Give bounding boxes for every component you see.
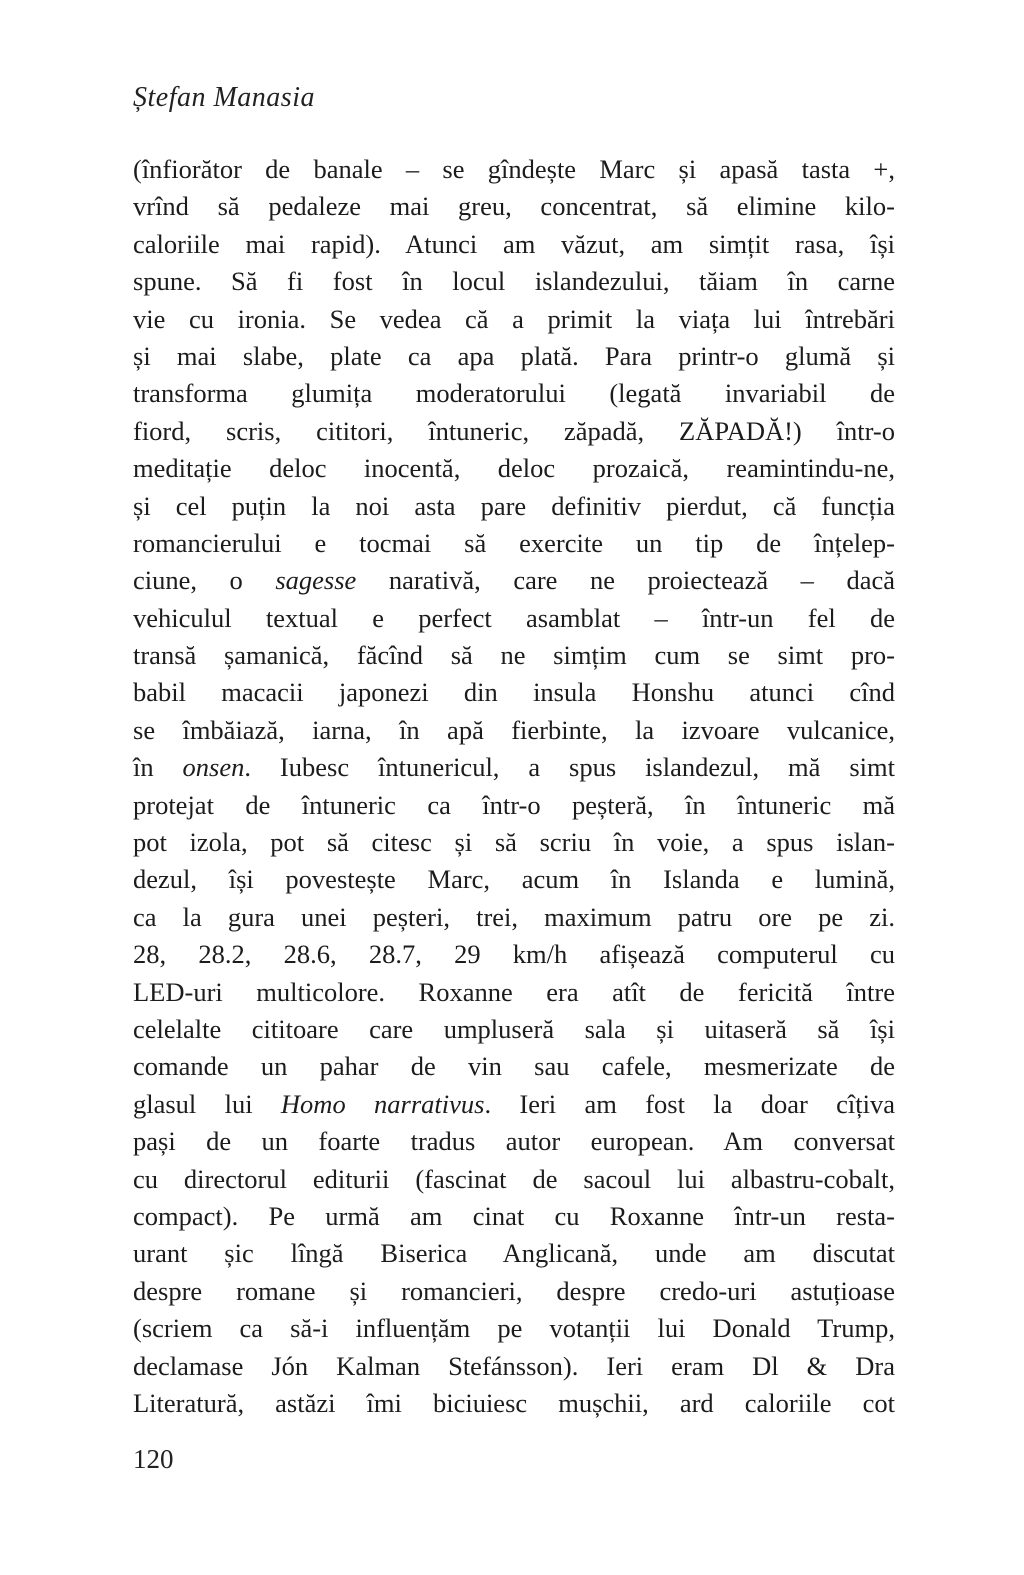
text-segment: 28, 28.2, 28.6, 28.7, 29 km/h afișează computerul cu — [133, 939, 895, 970]
text-segment: (înfiorător de banale – se gîndește Marc și apasă tasta +, — [133, 154, 895, 184]
text-line — [133, 226, 895, 263]
text-line — [133, 413, 895, 450]
text-line — [133, 1235, 895, 1272]
text-segment: urant șic lîngă Biserica Anglicană, unde am discutat — [133, 1238, 895, 1269]
text-segment: romancierului e tocmai să exercite un tip de înțelep- — [133, 527, 895, 558]
text-line — [133, 488, 895, 525]
text-segment: . Iubesc întunericul, a spus islandezul, mă simt — [244, 752, 895, 783]
text-line — [133, 562, 895, 599]
text-line — [133, 151, 895, 188]
italic-term: sagesse — [275, 565, 357, 596]
text-segment: compact). Pe urmă am cinat cu Roxanne într-un resta- — [133, 1200, 895, 1231]
text-segment: pași de un foarte tradus autor european. Am conversat — [133, 1126, 895, 1157]
text-segment: comande un pahar de vin sau cafele, mesmerizate de — [133, 1051, 895, 1082]
text-line — [133, 637, 895, 674]
text-segment: protejat de întuneric ca într-o peșteră, în întuneric mă — [133, 789, 895, 820]
text-line — [133, 188, 895, 225]
text-line — [133, 1011, 895, 1048]
text-segment: se îmbăiază, iarna, în apă fierbinte, la izvoare vulcanice, — [133, 714, 895, 745]
text-segment: ciune, o — [133, 565, 276, 596]
text-segment: declamase Jón Kalman Stefánsson). Ieri eram Dl & Dra — [133, 1350, 895, 1381]
text-line — [133, 1123, 895, 1160]
text-line — [133, 525, 895, 562]
text-line — [133, 824, 895, 861]
text-line — [133, 600, 895, 637]
text-segment: vie cu ironia. Se vedea că a primit la viața lui întrebări — [133, 303, 895, 334]
text-line — [133, 787, 895, 824]
text-line — [133, 450, 895, 487]
italic-term: onsen — [182, 752, 245, 783]
text-line — [133, 1161, 895, 1198]
text-segment: transă șamanică, făcînd să ne simțim cum se simt pro- — [133, 640, 895, 671]
text-segment: dezul, își povestește Marc, acum în Islanda e lumină, — [133, 864, 895, 895]
text-line — [133, 338, 895, 375]
text-line — [133, 899, 895, 936]
text-line — [133, 375, 895, 412]
text-segment: meditație deloc inocentă, deloc prozaică, reamintindu-ne, — [133, 453, 895, 484]
text-line — [133, 1198, 895, 1235]
text-segment: glasul lui — [133, 1088, 281, 1119]
text-segment: . Ieri am fost la doar cîțiva — [484, 1088, 895, 1119]
text-segment: și mai slabe, plate ca apa plată. Para printr-o glumă și — [133, 340, 895, 371]
text-segment: Literatură, astăzi îmi biciuiesc mușchii, ard caloriile cot — [133, 1387, 895, 1418]
text-segment: (scriem ca să-i influențăm pe votanții lui Donald Trump, — [133, 1313, 895, 1344]
text-line — [133, 1086, 895, 1123]
text-line — [133, 712, 895, 749]
text-line — [133, 936, 895, 973]
text-segment: babil macacii japonezi din insula Honshu atunci cînd — [133, 677, 895, 708]
text-line — [133, 301, 895, 338]
text-segment: cu directorul editurii (fascinat de sacoul lui albastru-cobalt, — [133, 1163, 895, 1194]
body-text — [133, 151, 895, 1422]
text-segment: în — [133, 752, 183, 783]
text-segment: și cel puțin la noi asta pare definitiv pierdut, că funcția — [133, 490, 895, 521]
text-segment: pot izola, pot să citesc și să scriu în voie, a spus islan- — [133, 827, 895, 858]
text-line — [133, 1310, 895, 1347]
text-segment: vehiculul textual e perfect asamblat – într-un fel de — [133, 602, 895, 633]
text-line — [133, 1385, 895, 1422]
text-segment: LED-uri multicolore. Roxanne era atît de fericită între — [133, 976, 895, 1007]
text-line — [133, 749, 895, 786]
text-segment: ca la gura unei peșteri, trei, maximum patru ore pe zi. — [133, 901, 895, 932]
text-line — [133, 1273, 895, 1310]
text-segment: despre romane și romancieri, despre credo-uri astuțioase — [133, 1275, 895, 1306]
text-line — [133, 974, 895, 1011]
text-line — [133, 861, 895, 898]
text-segment: spune. Să fi fost în locul islandezului, tăiam în carne — [133, 266, 895, 297]
text-line — [133, 1348, 895, 1385]
italic-term: Homo narrativus — [280, 1088, 485, 1119]
text-segment: narativă, care ne proiectează – dacă — [356, 565, 895, 596]
text-segment: celelalte cititoare care umpluseră sala și uitaseră să își — [133, 1013, 895, 1044]
author-running-header: Ștefan Manasia — [133, 82, 315, 113]
text-segment: transforma glumița moderatorului (legată invariabil de — [133, 378, 895, 409]
text-segment: vrînd să pedaleze mai greu, concentrat, să elimine kilo- — [133, 191, 895, 222]
text-line — [133, 263, 895, 300]
page-number: 120 — [133, 1444, 174, 1474]
text-line — [133, 674, 895, 711]
text-line — [133, 1048, 895, 1085]
text-segment: fiord, scris, cititori, întuneric, zăpadă, ZĂPADĂ!) într-o — [133, 415, 895, 446]
text-segment: caloriile mai rapid). Atunci am văzut, am simțit rasa, își — [133, 228, 895, 259]
